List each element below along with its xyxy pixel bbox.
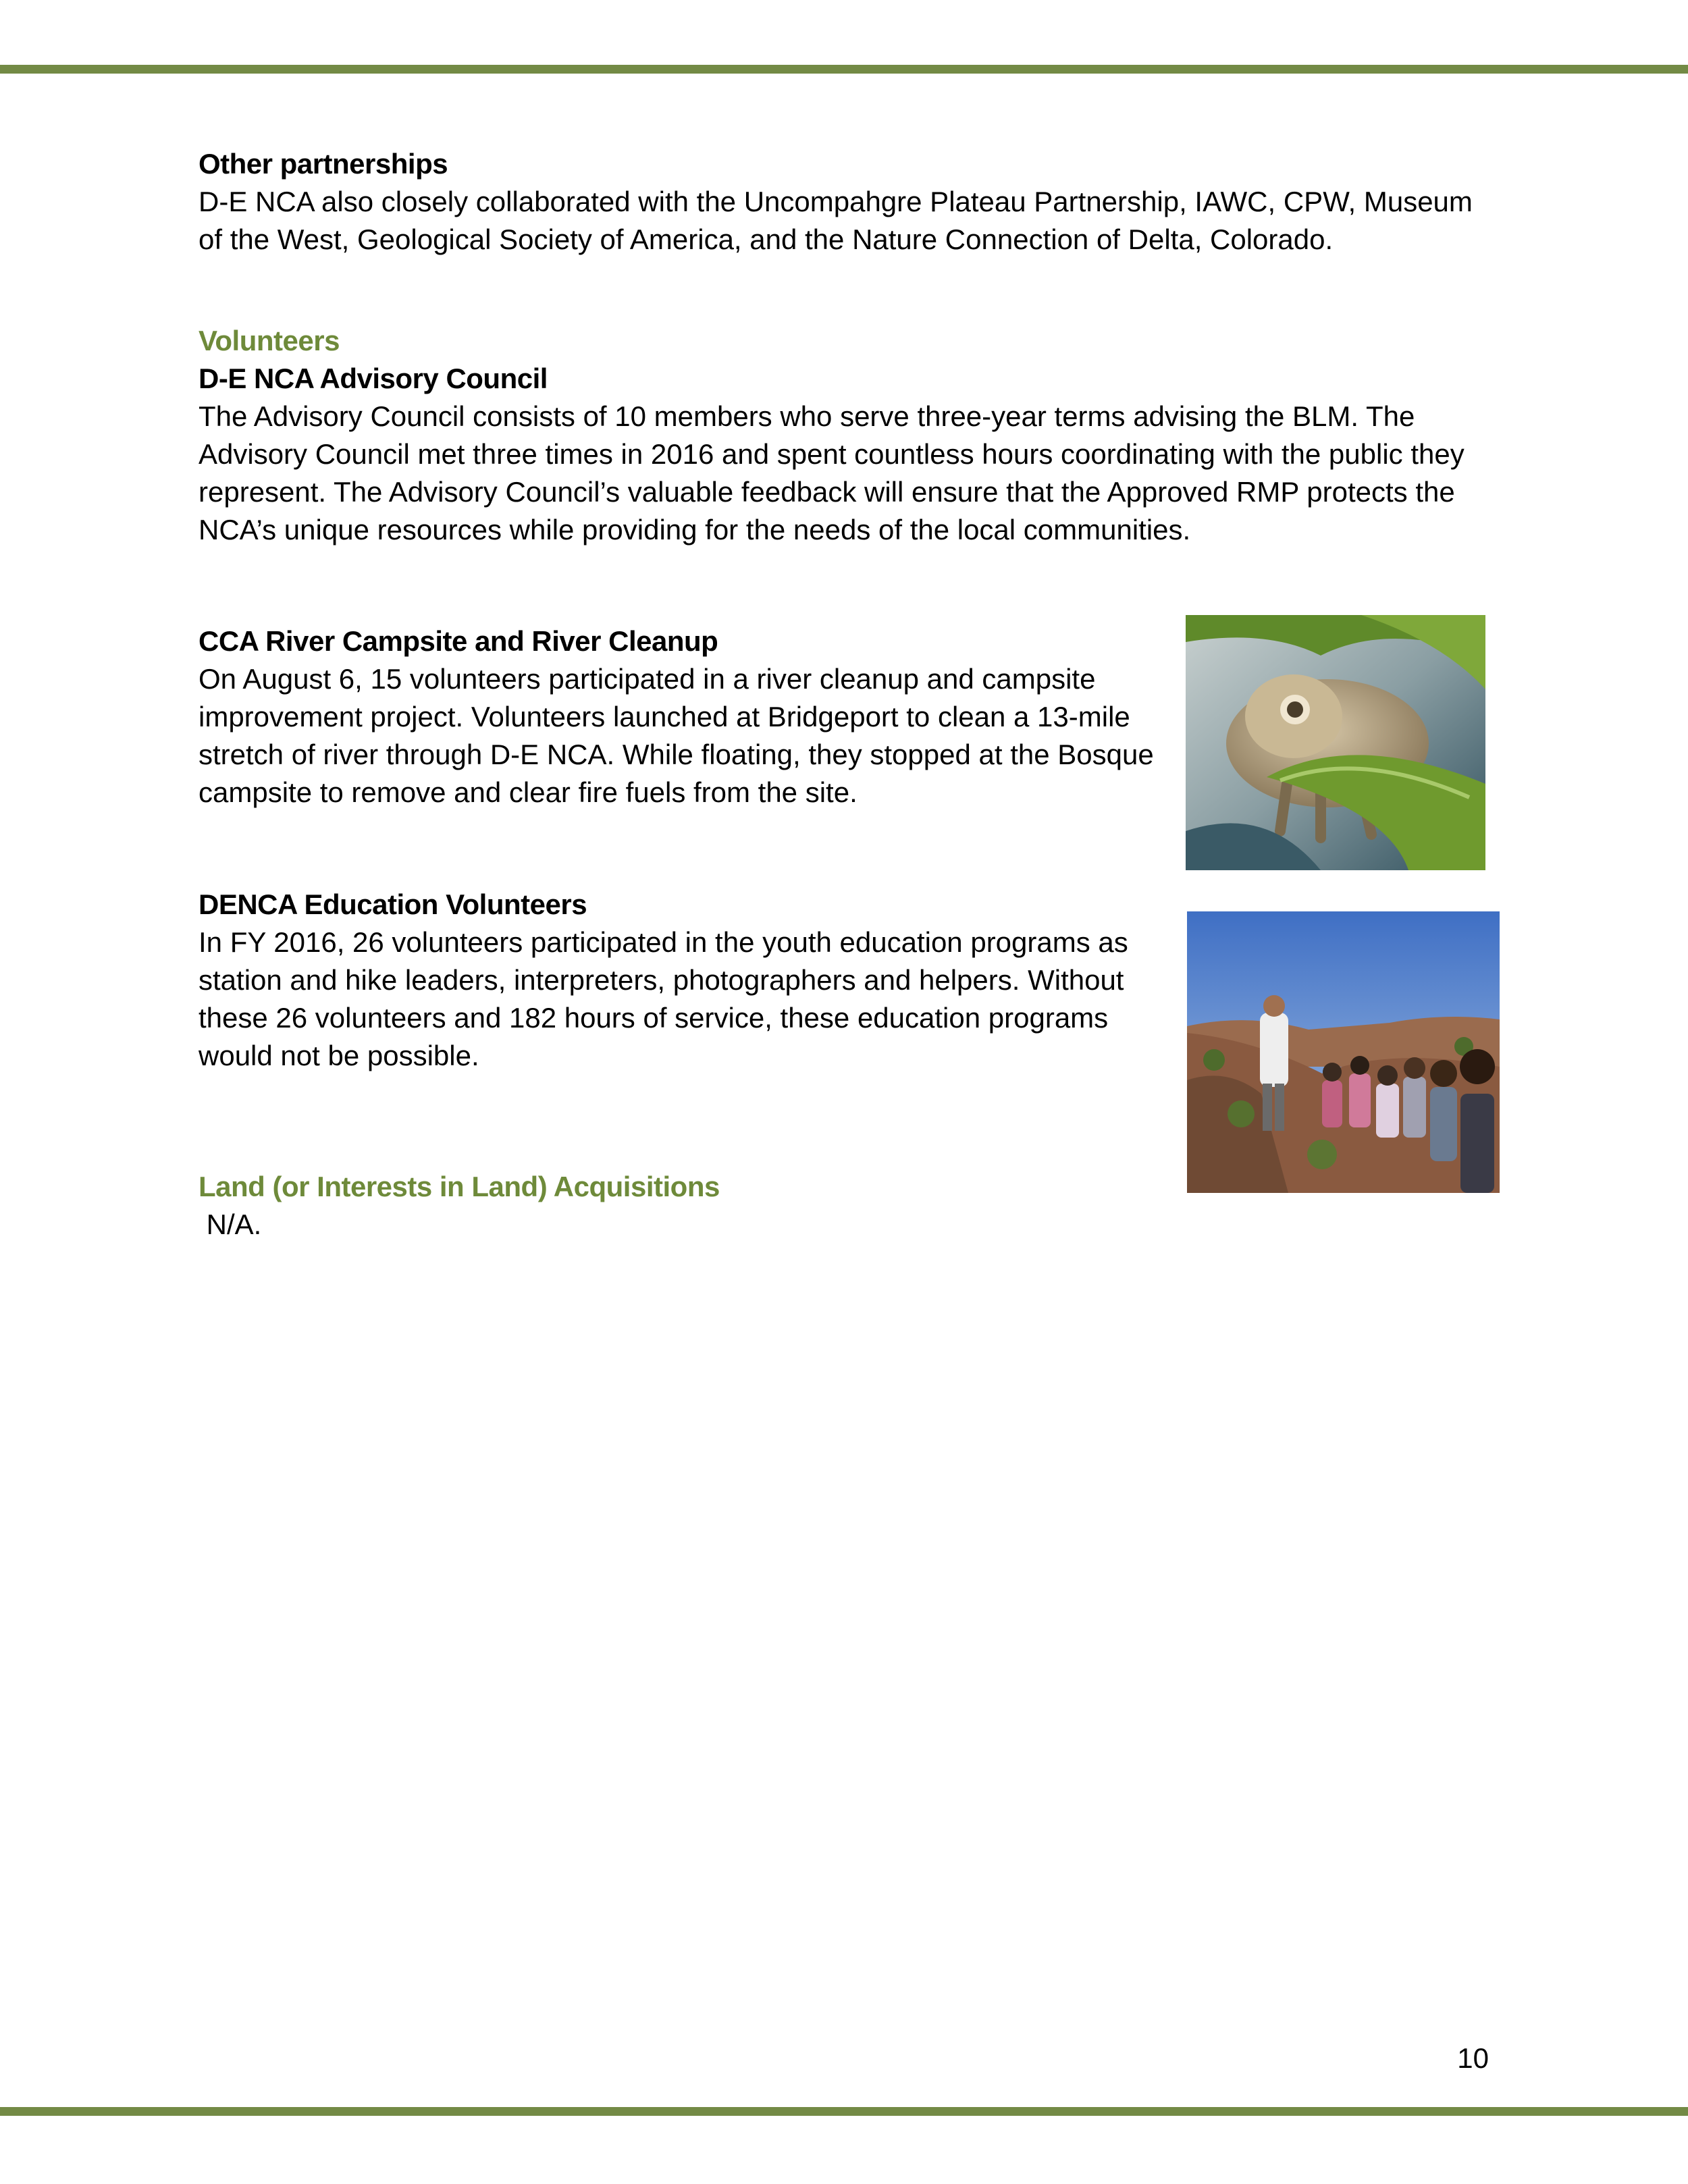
education-body: In FY 2016, 26 volunteers participated in the youth education programs as station and hike leaders, interpreters, photographers and helpers. Without these 26 volunteers and 182 hours of service, these education programs would not be possible. xyxy=(199,926,1128,1071)
advisory-heading: D-E NCA Advisory Council xyxy=(199,363,548,394)
partnerships-body: D-E NCA also closely collaborated with the Uncompahgre Plateau Partnership, IAWC, CPW, Museum of the West, Geological Society of America, and the Nature Connection of Delta, Colorado. xyxy=(199,186,1473,255)
cleanup-heading: CCA River Campsite and River Cleanup xyxy=(199,625,718,657)
land-section xyxy=(199,1168,1171,1244)
education-heading: DENCA Education Volunteers xyxy=(199,888,587,920)
education-section xyxy=(199,886,1171,1075)
tardigrade-photo xyxy=(1186,615,1485,870)
page-number: 10 xyxy=(1457,2042,1489,2074)
volunteers-heading: Volunteers xyxy=(199,325,340,356)
education-hike-photo xyxy=(1187,911,1500,1193)
land-heading: Land (or Interests in Land) Acquisitions xyxy=(199,1171,720,1202)
cleanup-section xyxy=(199,622,1171,811)
partnerships-section xyxy=(199,145,1502,259)
land-body: N/A. xyxy=(199,1208,262,1240)
volunteers-section xyxy=(199,322,1502,549)
partnerships-heading: Other partnerships xyxy=(199,148,448,180)
bottom-rule xyxy=(0,2107,1688,2116)
top-rule xyxy=(0,65,1688,74)
cleanup-body: On August 6, 15 volunteers participated in a river cleanup and campsite improvement project. Volunteers launched at Bridgeport to clean a 13-mile stretch of river through D-E NCA. While floating, they stopped at the Bosque campsite to remove and clear fire fuels from the site. xyxy=(199,663,1154,808)
advisory-body: The Advisory Council consists of 10 members who serve three-year terms advising the BLM. The Advisory Council met three times in 2016 and spent countless hours coordinating with the public they represent. The Advisory Council’s valuable feedback will ensure that the Approved RMP protects the NCA’s unique resources while providing for the needs of the local communities. xyxy=(199,400,1465,545)
